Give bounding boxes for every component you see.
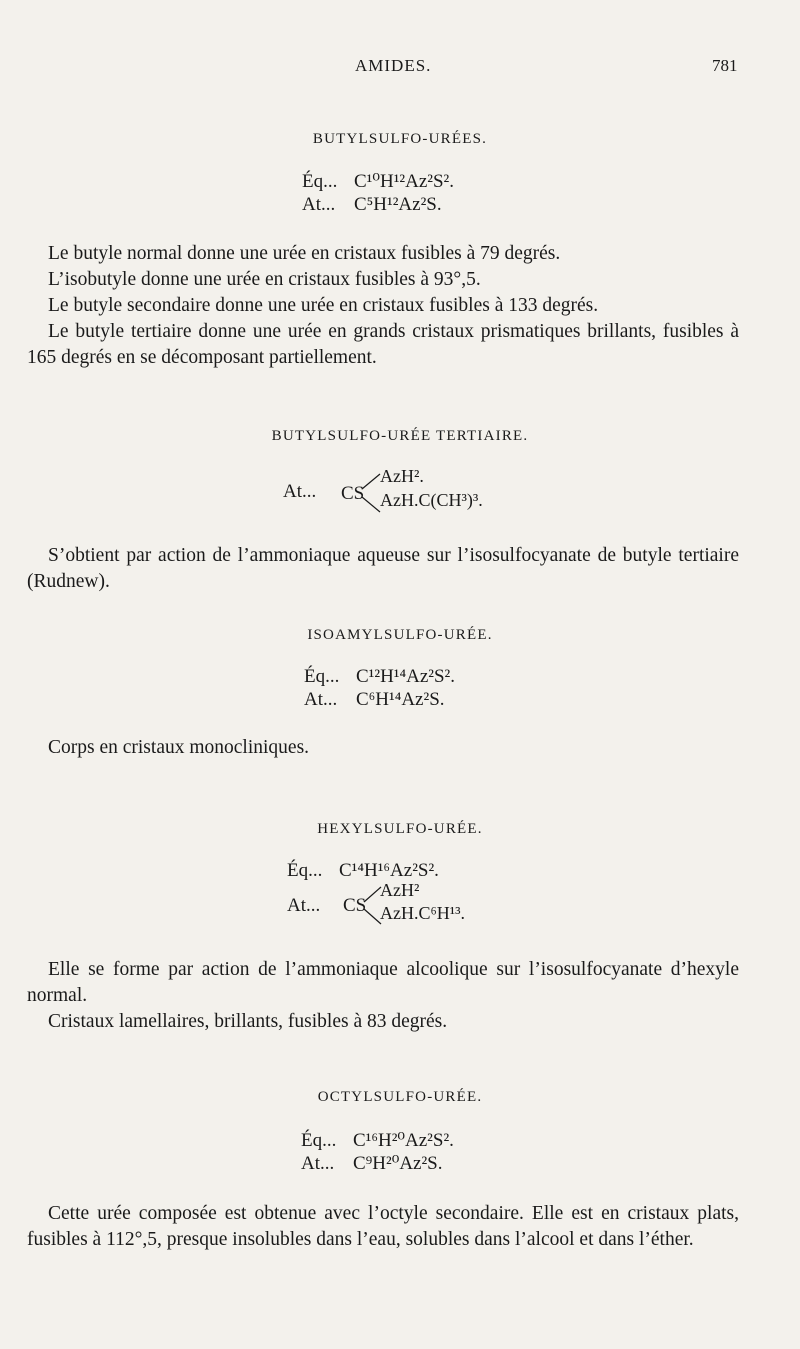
- formula-branch-top: AzH².: [380, 466, 424, 486]
- section-heading-octylsulfo-uree: OCTYLSULFO-URÉE.: [317, 1089, 483, 1105]
- formula-label: Éq...: [301, 1130, 337, 1151]
- bond-line-top: [362, 474, 380, 489]
- formula-label: At...: [304, 689, 338, 710]
- formula-branch-bottom: AzH.C⁶H¹³.: [380, 903, 466, 923]
- paragraph-text: Cristaux lamellaires, brillants, fusibles à 83 degrés.: [48, 1011, 448, 1032]
- formula-value: C¹⁶H²⁰Az²S².: [353, 1130, 454, 1151]
- bond-line-bottom: [364, 909, 381, 924]
- text-line: Le butyle secondaire donne une urée en cristaux fusibles à 133 degrés.: [48, 295, 599, 316]
- formula-label: At...: [301, 1153, 335, 1174]
- formula-value: C¹²H¹⁴Az²S².: [356, 666, 455, 687]
- formula-value: C¹⁴H¹⁶Az²S².: [339, 860, 439, 881]
- bond-line-bottom: [362, 497, 380, 512]
- paragraph-text: S’obtient par action de l’ammoniaque aqueuse sur l’isosulfocyanate de butyle tertiaire (Rudnew).: [27, 545, 739, 592]
- text-line: Le butyle tertiaire donne une urée en grands cristaux prismatiques brillants, fusibles à 165 degrés en se décomposant partiellement.: [27, 321, 739, 368]
- formula-label: Éq...: [287, 860, 323, 881]
- section-heading-isoamylsulfo-uree: ISOAMYLSULFO-URÉE.: [307, 627, 493, 643]
- formula-core-group: CS: [343, 895, 367, 916]
- page-number: 781: [712, 56, 738, 75]
- section-heading-butylsulfo-uree-tertiaire: BUTYLSULFO-URÉE TERTIAIRE.: [271, 428, 529, 444]
- bond-line-top: [364, 887, 381, 902]
- section-heading-hexylsulfo-uree: HEXYLSULFO-URÉE.: [317, 821, 483, 837]
- formula-atomic-label: At...: [283, 481, 317, 502]
- paragraph-text: Elle se forme par action de l’ammoniaque alcoolique sur l’isosulfocyanate d’hexyle normal.: [27, 959, 739, 1006]
- formula-value: C⁵H¹²Az²S.: [354, 194, 442, 215]
- formula-label: At...: [302, 194, 336, 215]
- running-title: AMIDES.: [355, 56, 432, 75]
- paragraph-text: Cette urée composée est obtenue avec l’octyle secondaire. Elle est en cristaux plats, fusibles à 112°,5, presque insolubles dans l’eau, solubles dans l’alcool et dans l’éther.: [27, 1203, 739, 1250]
- text-line: L’isobutyle donne une urée en cristaux fusibles à 93°,5.: [48, 269, 481, 290]
- formula-core-group: CS: [341, 483, 365, 504]
- formula-label: Éq...: [302, 171, 338, 192]
- formula-value: C⁶H¹⁴Az²S.: [356, 689, 445, 710]
- formula-branch-bottom: AzH.C(CH³)³.: [380, 490, 483, 510]
- formula-branch-top: AzH²: [380, 880, 420, 900]
- section-heading-butylsulfo-urees: BUTYLSULFO-URÉES.: [312, 131, 488, 147]
- text-line: Le butyle normal donne une urée en cristaux fusibles à 79 degrés.: [48, 243, 561, 264]
- formula-label: Éq...: [304, 666, 340, 687]
- formula-value: C¹⁰H¹²Az²S².: [354, 171, 454, 192]
- paragraph-text: Corps en cristaux monocliniques.: [48, 737, 310, 758]
- formula-atomic-label: At...: [287, 895, 321, 916]
- formula-value: C⁹H²⁰Az²S.: [353, 1153, 443, 1174]
